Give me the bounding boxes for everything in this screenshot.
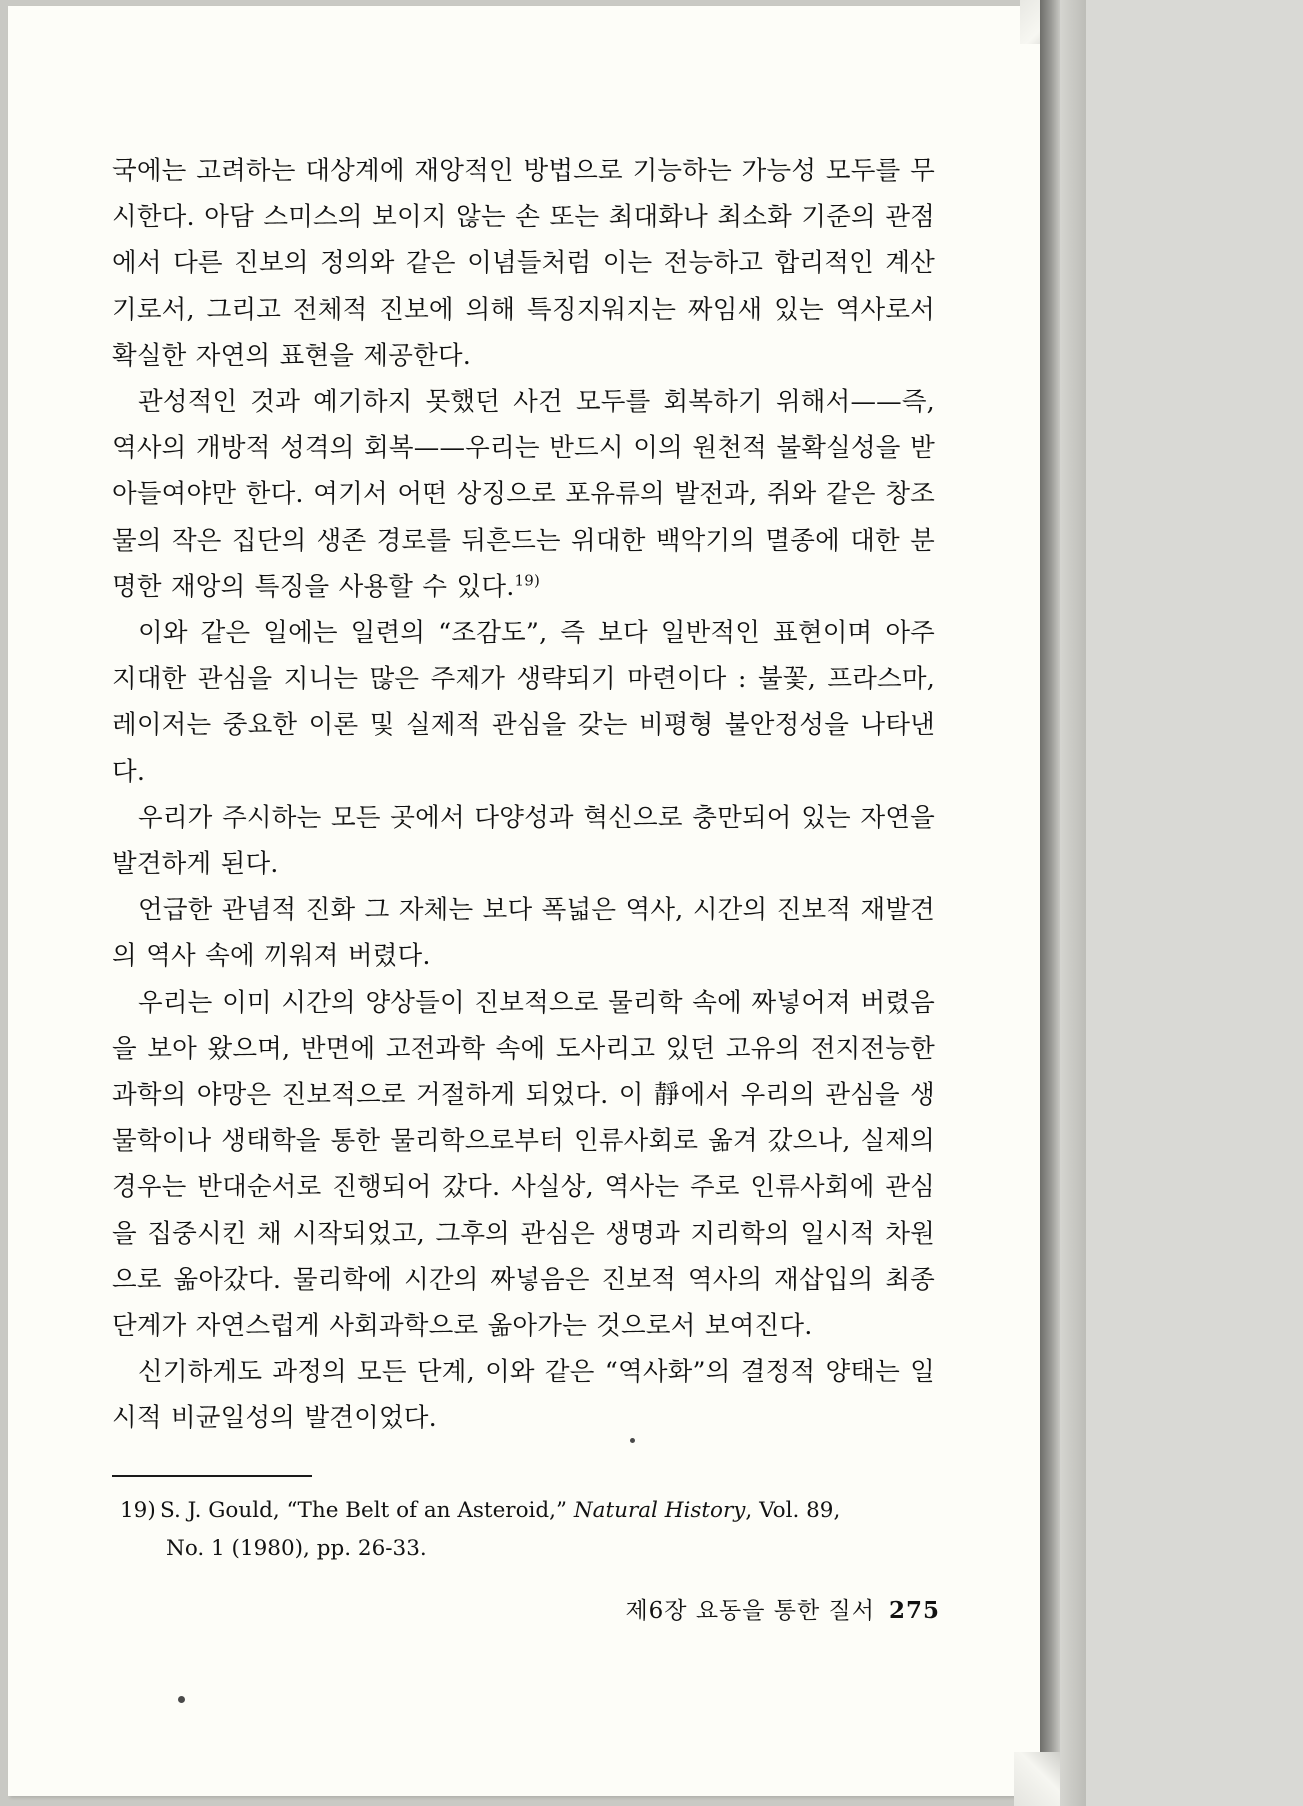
paragraph [112, 379, 935, 610]
footnote-citation-text: S. J. Gould, “The Belt of an Asteroid,” [160, 1498, 567, 1523]
paragraph: 우리가 주시하는 모든 곳에서 다양성과 혁신으로 충만되어 있는 자연을 발견하게 된다. [112, 802, 935, 880]
running-footer [560, 1592, 940, 1625]
page-corner-fold-bottom [1014, 1752, 1060, 1806]
paragraph: 언급한 관념적 진화 그 자체는 보다 폭넓은 역사, 시간의 진보적 재발견의 역사 속에 끼워져 버렸다. [112, 895, 935, 972]
page-edge-shadow [1040, 0, 1060, 1806]
page-edge-outer [1060, 0, 1086, 1806]
chapter-title: 제6장 요동을 통한 질서 [625, 1598, 875, 1624]
footnote-journal-title: Natural History [573, 1498, 746, 1523]
paragraph: 국에는 고려하는 대상계에 재앙적인 방법으로 기능하는 가능성 모두를 무시한다. 아담 스미스의 보이지 않는 손 또는 최대화나 최소화 기준의 관점에서 다른 진보의 정의와 같은 이념들처럼 이는 전능하고 합리적인 계산기로서, 그리고 전체적 진보에 의해 특징지워지는 짜임새 있는 역사로서 확실한 자연의 표현을 제공한다. [112, 156, 935, 371]
scan-speck [630, 1438, 635, 1443]
paragraph: 이와 같은 일에는 일련의 “조감도”, 즉 보다 일반적인 표현이며 아주 지대한 관심을 지니는 많은 주제가 생략되기 마련이다 : 불꽃, 프라스마, 레이저는 중요한 이론 및 실제적 관심을 갖는 비평형 불안정성을 나타낸다. [112, 618, 935, 787]
footnote-block [120, 1492, 940, 1568]
footnote-separator-rule [112, 1475, 312, 1477]
paragraph-text: 관성적인 것과 예기하지 못했던 사건 모두를 회복하기 위해서——즉, 역사의 개방적 성격의 회복——우리는 반드시 이의 원천적 불확실성을 받아들여야만 한다. 여기서 어떤 상징으로 포유류의 발전과, 쥐와 같은 창조물의 작은 집단의 생존 경로를 뒤흔드는 위대한 백악기의 멸종에 대한 분명한 재앙의 특징을 사용할 수 있다. [112, 387, 935, 602]
page-number: 275 [888, 1597, 940, 1624]
scan-speck [178, 1696, 185, 1703]
footnote-number: 19) [120, 1498, 156, 1523]
paragraph: 신기하게도 과정의 모든 단계, 이와 같은 “역사화”의 결정적 양태는 일시적 비균일성의 발견이었다. [112, 1357, 935, 1434]
body-text-column [112, 148, 935, 1442]
paragraph: 우리는 이미 시간의 양상들이 진보적으로 물리학 속에 짜넣어져 버렸음을 보아 왔으며, 반면에 고전과학 속에 도사리고 있던 고유의 전지전능한 과학의 야망은 진보적으로 거절하게 되었다. 이 靜에서 우리의 관심을 생물학이나 생태학을 통한 물리학으로부터 인류사회로 옮겨 갔으나, 실제의 경우는 반대순서로 진행되어 갔다. 사실상, 역사는 주로 인류사회에 관심을 집중시킨 채 시작되었고, 그후의 관심은 생명과 지리학의 일시적 차원으로 옮아갔다. 물리학에 시간의 짜넣음은 진보적 역사의 재삽입의 최종단계가 자연스럽게 사회과학으로 옮아가는 것으로서 보여진다. [112, 987, 935, 1342]
footnote-pages: No. 1 (1980), pp. 26-33. [166, 1536, 427, 1561]
scanner-background-right [1086, 0, 1303, 1806]
footnote-volume: , Vol. 89, [745, 1498, 841, 1523]
footnote-marker: 19) [514, 571, 541, 590]
